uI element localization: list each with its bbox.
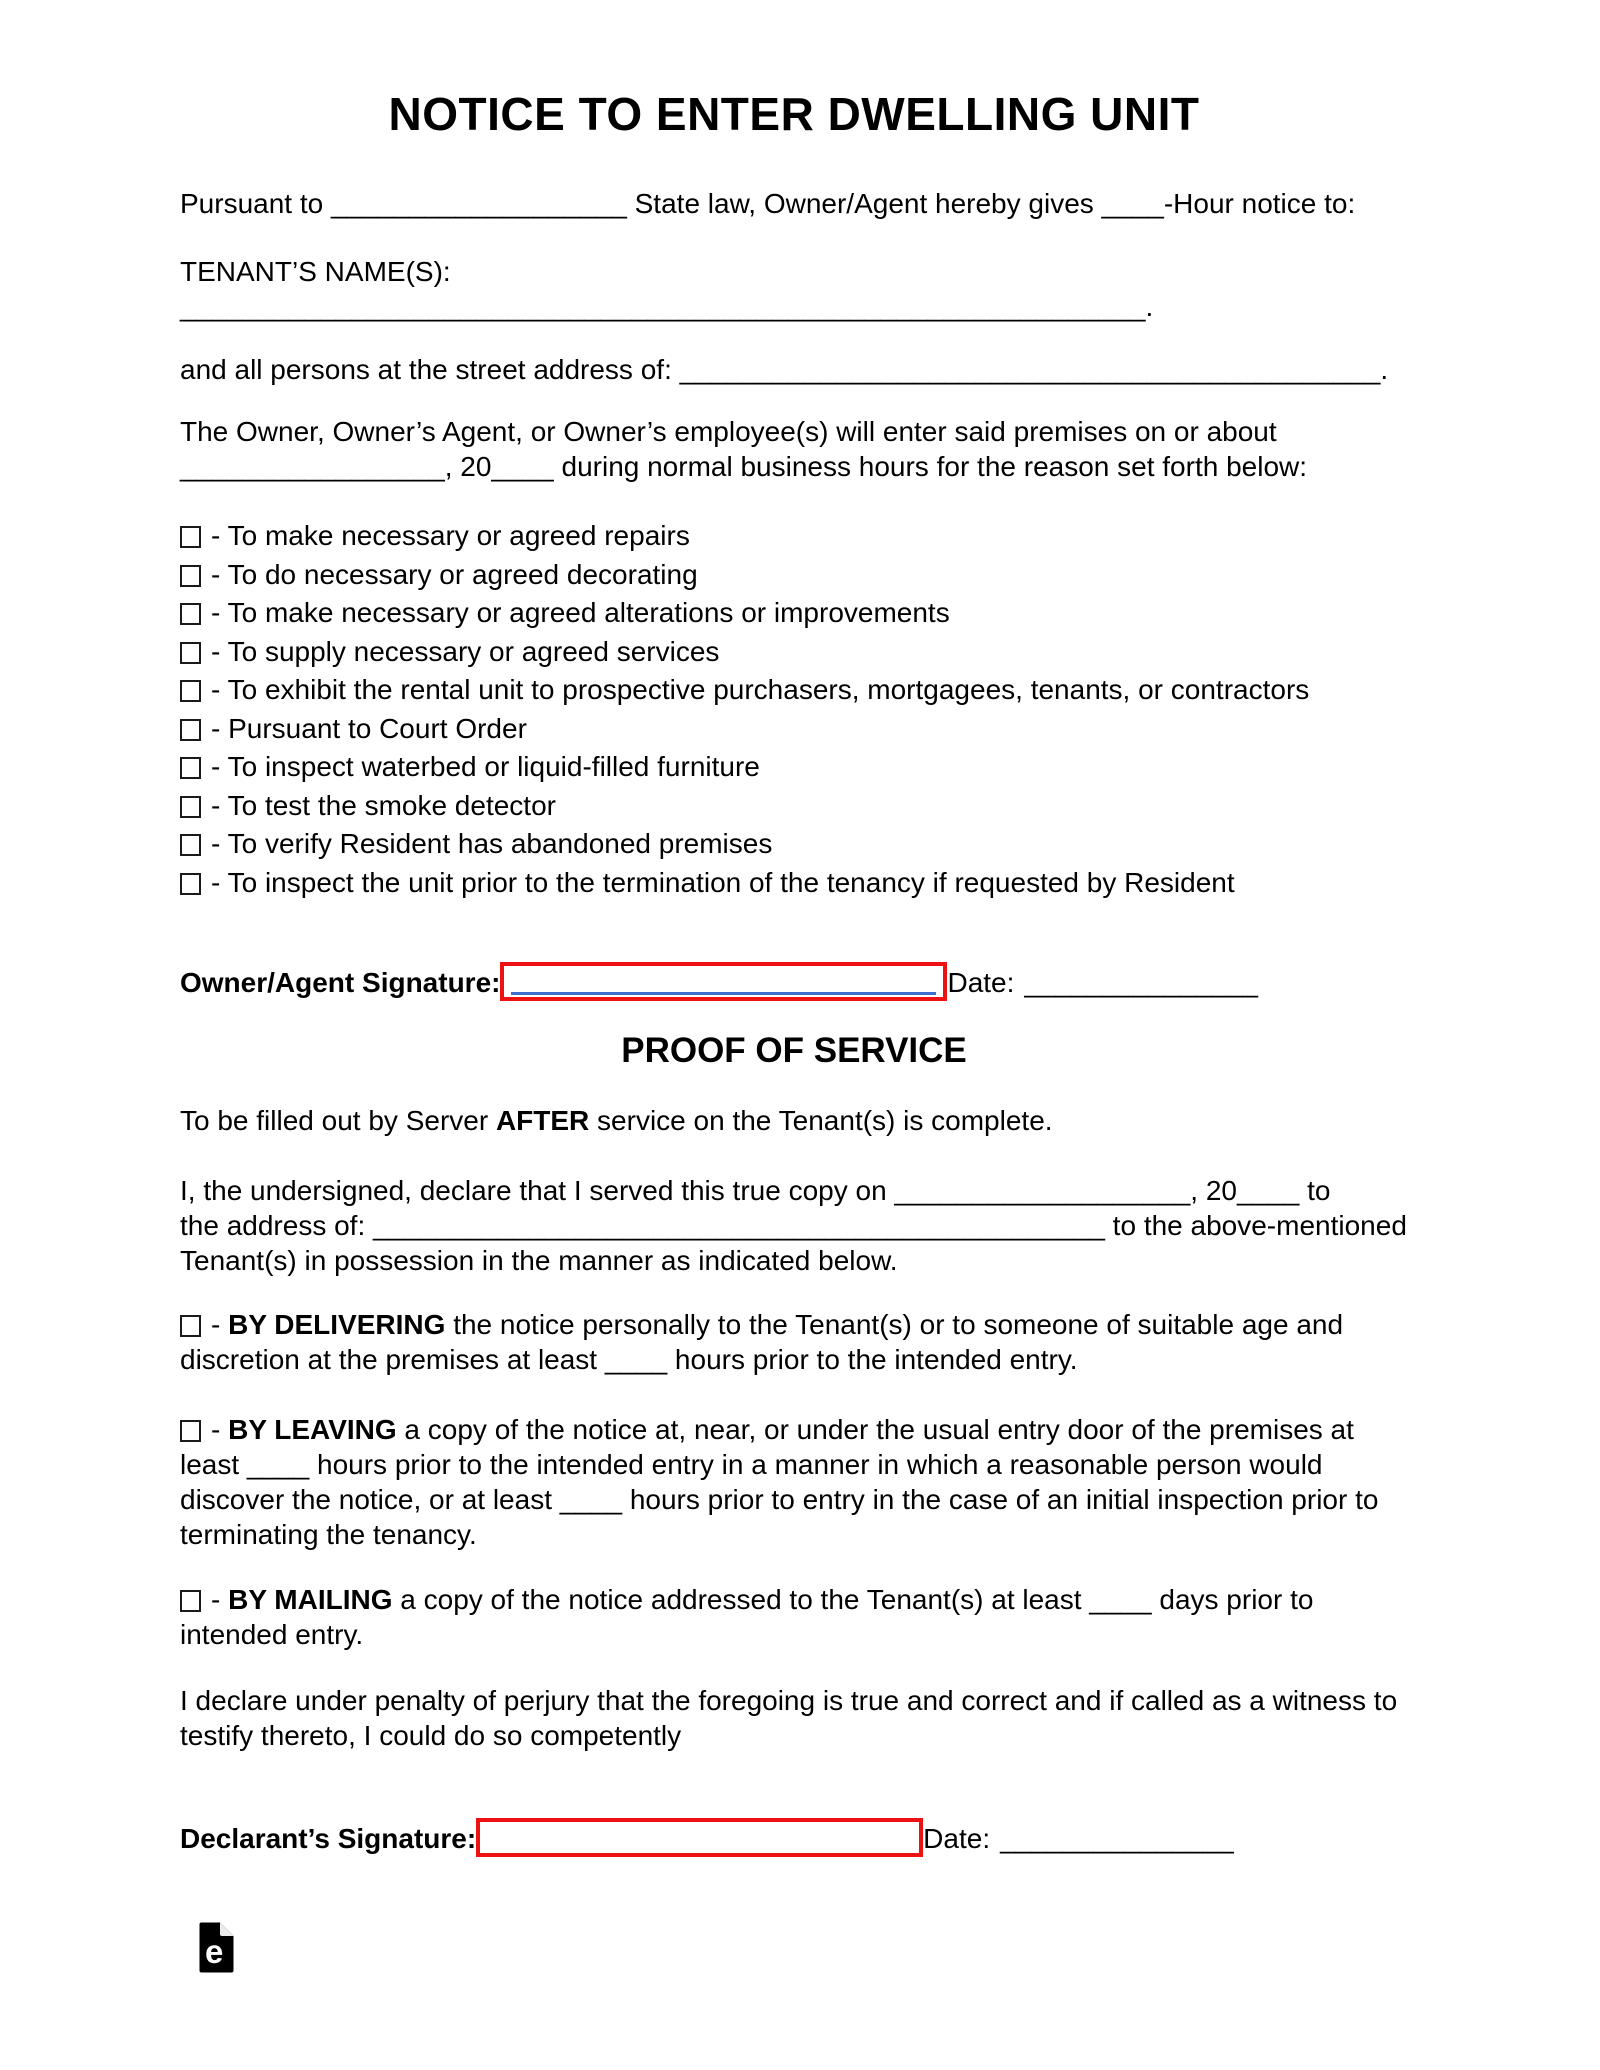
reason-label: - To do necessary or agreed decorating — [211, 558, 698, 590]
reason-label: - To verify Resident has abandoned premises — [211, 828, 773, 859]
method-by-mailing — [180, 1582, 1408, 1652]
declarant-date-label: Date: — [923, 1823, 991, 1854]
reason-item-exhibit — [180, 671, 1408, 710]
checkbox-icon[interactable] — [180, 834, 201, 856]
tenant-name-line — [180, 254, 1408, 324]
street-address-text: and all persons at the street address of: _____________________________________________. — [180, 354, 1389, 385]
reason-label: - To test the smoke detector — [211, 789, 556, 821]
declarant-date-line: _______________ — [1000, 1823, 1234, 1854]
reason-label: - Pursuant to Court Order — [211, 712, 527, 744]
perjury-paragraph — [180, 1683, 1408, 1753]
server-instruction-post: service on the Tenant(s) is complete. — [589, 1105, 1053, 1136]
method-by-leaving-text: a copy of the notice at, near, or under the usual entry door of the premises at least ____ hours prior to the intended entry in a manner in which a reasonable person would discover the notice, or at least ____ hours prior to entry in the case of an initial inspection prior to terminating the tenancy. — [180, 1414, 1379, 1550]
server-instruction-pre: To be filled out by Server — [180, 1105, 496, 1136]
reason-item-waterbed — [180, 748, 1408, 787]
declaration-paragraph — [180, 1173, 1408, 1278]
declaration-line2: the address of: _______________________________________________ to the above-mentioned — [180, 1210, 1407, 1241]
declarant-signature-label: Declarant’s Signature: — [180, 1823, 477, 1854]
reason-label: - To inspect waterbed or liquid-filled furniture — [211, 751, 760, 782]
method-by-delivering-text: the notice personally to the Tenant(s) or to someone of suitable age and discretion at the premises at least ____ hours prior to the intended entry. — [180, 1309, 1344, 1375]
reason-label: - To make necessary or agreed alterations or improvements — [211, 597, 950, 628]
declarant-signature-field[interactable] — [476, 1818, 923, 1857]
method-dash: - — [211, 1584, 229, 1615]
eforms-logo — [198, 1922, 234, 1978]
intro-text: Pursuant to ___________________ State law, Owner/Agent hereby gives ____-Hour notice to: — [180, 188, 1356, 219]
proof-of-service-heading: PROOF OF SERVICE — [621, 1031, 967, 1070]
method-dash: - — [211, 1309, 229, 1340]
entry-paragraph — [180, 414, 1408, 484]
server-instruction-bold: AFTER — [495, 1105, 590, 1136]
method-by-leaving — [180, 1412, 1408, 1552]
checkbox-icon[interactable] — [180, 603, 201, 625]
method-by-mailing-text: a copy of the notice addressed to the Tenant(s) at least ____ days prior to intended entry. — [180, 1584, 1314, 1650]
checkbox-icon[interactable] — [180, 642, 201, 664]
entry-line2: _________________, 20____ during normal business hours for the reason set forth below: — [180, 451, 1308, 482]
declaration-line1: I, the undersigned, declare that I served this true copy on ___________________, 20____ to — [180, 1175, 1331, 1206]
checkbox-icon[interactable] — [180, 565, 201, 587]
reason-item-repairs — [180, 517, 1408, 556]
checkbox-icon[interactable] — [180, 1315, 201, 1337]
method-dash: - — [211, 1414, 229, 1445]
checkbox-icon[interactable] — [180, 680, 201, 702]
street-address-line — [180, 352, 1408, 387]
method-by-leaving-label: BY LEAVING — [228, 1414, 397, 1445]
checkbox-icon[interactable] — [180, 796, 201, 818]
owner-signature-label: Owner/Agent Signature: — [180, 967, 501, 998]
reason-item-termination-inspection — [180, 864, 1408, 903]
reason-label: - To make necessary or agreed repairs — [211, 520, 690, 551]
reason-label: - To exhibit the rental unit to prospective purchasers, mortgagees, tenants, or contractors — [211, 674, 1310, 705]
owner-signature-field[interactable] — [500, 962, 947, 1001]
checkbox-icon[interactable] — [180, 719, 201, 741]
method-by-delivering-label: BY DELIVERING — [228, 1309, 446, 1340]
document-title: NOTICE TO ENTER DWELLING UNIT — [388, 88, 1200, 140]
owner-date-line: _______________ — [1024, 967, 1258, 998]
reason-label: - To inspect the unit prior to the termination of the tenancy if requested by Resident — [211, 866, 1235, 898]
reason-item-decorating — [180, 556, 1408, 595]
owner-date-label: Date: — [947, 967, 1015, 998]
tenant-name-text: TENANT’S NAME(S): ______________________________________________________________. — [180, 256, 1154, 322]
logo-letter: e — [205, 1933, 224, 1970]
reason-label: - To supply necessary or agreed services — [211, 635, 720, 667]
reason-item-services — [180, 633, 1408, 672]
reason-item-smoke-detector — [180, 787, 1408, 826]
entry-line1: The Owner, Owner’s Agent, or Owner’s employee(s) will enter said premises on or about — [180, 416, 1277, 447]
method-by-delivering — [180, 1307, 1408, 1377]
reason-item-abandoned — [180, 825, 1408, 864]
signature-underline — [511, 992, 936, 995]
document-icon — [198, 1922, 234, 1973]
checkbox-icon[interactable] — [180, 757, 201, 779]
checkbox-icon[interactable] — [180, 1420, 201, 1442]
declaration-line3: Tenant(s) in possession in the manner as indicated below. — [180, 1245, 898, 1276]
checkbox-icon[interactable] — [180, 873, 201, 895]
checkbox-icon[interactable] — [180, 1590, 201, 1612]
reason-item-alterations — [180, 594, 1408, 633]
owner-signature-row — [180, 962, 1408, 1003]
server-instruction-line — [180, 1103, 1408, 1138]
perjury-text: I declare under penalty of perjury that the foregoing is true and correct and if called as a witness to testify thereto, I could do so competently — [180, 1685, 1398, 1751]
declarant-signature-row — [180, 1818, 1408, 1859]
reason-item-court-order — [180, 710, 1408, 749]
intro-paragraph — [180, 186, 1408, 221]
method-by-mailing-label: BY MAILING — [228, 1584, 393, 1615]
entry-reason-list — [180, 517, 1408, 902]
checkbox-icon[interactable] — [180, 526, 201, 548]
